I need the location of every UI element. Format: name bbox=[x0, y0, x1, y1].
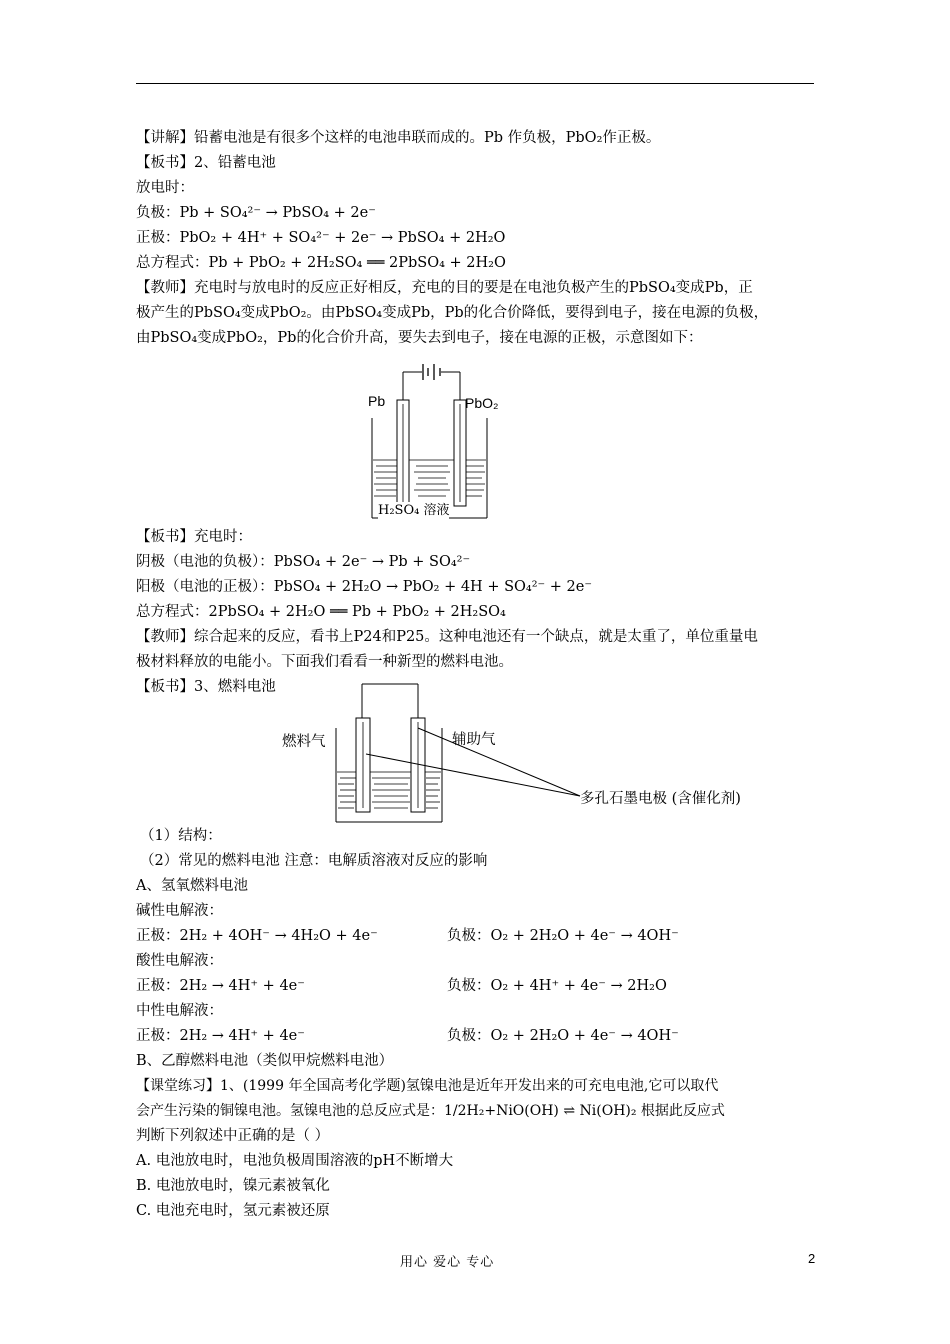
solution-label: H₂SO₄ 溶液 bbox=[378, 503, 450, 518]
text-line: （1）结构： bbox=[140, 828, 222, 844]
text-line: 负极：O₂ + 2H₂O + 4e⁻ → 4OH⁻ bbox=[447, 928, 679, 944]
text-line: 正极：2H₂ → 4H⁺ + 4e⁻ bbox=[136, 978, 305, 994]
text-line: A、氢氧燃料电池 bbox=[136, 878, 248, 894]
text-line: 【教师】综合起来的反应，看书上P24和P25。这种电池还有一个缺点，就是太重了，单位重量电 bbox=[136, 629, 758, 645]
text-line: 负极：O₂ + 2H₂O + 4e⁻ → 4OH⁻ bbox=[447, 1028, 679, 1044]
electrolyte-solution bbox=[373, 460, 486, 496]
text-line: 【板书】3、燃料电池 bbox=[136, 679, 276, 695]
text-line: 判断下列叙述中正确的是（ ） bbox=[136, 1128, 330, 1144]
text-line: 酸性电解液： bbox=[136, 953, 223, 969]
fuel-gas-label: 燃料气 bbox=[282, 734, 326, 750]
header-rule bbox=[136, 83, 814, 84]
text-line: B、乙醇燃料电池（类似甲烷燃料电池） bbox=[136, 1053, 394, 1069]
text-line: （2）常见的燃料电池 注意：电解质溶液对反应的影响 bbox=[140, 853, 488, 869]
text-line: 阴极（电池的负极）：PbSO₄ + 2e⁻ → Pb + SO₄²⁻ bbox=[136, 554, 471, 570]
text-line: 放电时： bbox=[136, 180, 194, 196]
fuel-cell-diagram bbox=[330, 680, 600, 830]
text-line: A. 电池放电时，电池负极周围溶液的pH不断增大 bbox=[136, 1153, 454, 1169]
text-line: 正极：2H₂ → 4H⁺ + 4e⁻ bbox=[136, 1028, 305, 1044]
aux-gas-label: 辅助气 bbox=[452, 732, 496, 748]
text-line: 【教师】充电时与放电时的反应正好相反，充电的目的要是在电池负极产生的PbSO₄变成Pb，正 bbox=[136, 280, 753, 296]
text-line: 【课堂练习】1、(1999 年全国高考化学题)氢镍电池是近年开发出来的可充电电池,它可以取代 bbox=[136, 1078, 719, 1094]
text-line: 中性电解液： bbox=[136, 1003, 223, 1019]
text-line: 正极：2H₂ + 4OH⁻ → 4H₂O + 4e⁻ bbox=[136, 928, 378, 944]
text-line: 阳极（电池的正极）：PbSO₄ + 2H₂O → PbO₂ + 4H + SO₄²⁻ + 2e⁻ bbox=[136, 579, 592, 595]
electrode-label: 多孔石墨电极 (含催化剂) bbox=[580, 791, 741, 807]
text-line: 极材料释放的电能小。下面我们看看一种新型的燃料电池。 bbox=[136, 654, 513, 670]
text-line: 碱性电解液： bbox=[136, 903, 223, 919]
text-line: C. 电池充电时，氢元素被还原 bbox=[136, 1203, 330, 1219]
text-line: 极产生的PbSO₄变成PbO₂。由PbSO₄变成Pb，Pb的化合价降低，要得到电子，接在电源的负极， bbox=[136, 305, 769, 321]
page-number: 2 bbox=[808, 1251, 816, 1266]
text-line: 【板书】充电时： bbox=[136, 529, 252, 545]
pbo2-label: PbO₂ bbox=[465, 395, 499, 411]
text-line: 负极：Pb + SO₄²⁻ → PbSO₄ + 2e⁻ bbox=[136, 205, 376, 221]
text-line: 由PbSO₄变成PbO₂，Pb的化合价升高，要失去到电子，接在电源的正极，示意图如下： bbox=[136, 330, 703, 346]
text-line: 总方程式：Pb + PbO₂ + 2H₂SO₄ ══ 2PbSO₄ + 2H₂O bbox=[136, 255, 506, 271]
text-line: 会产生污染的铜镍电池。氢镍电池的总反应式是：1/2H₂+NiO(OH) ⇌ Ni(OH)₂ 根据此反应式 bbox=[136, 1103, 725, 1119]
text-line: 总方程式：2PbSO₄ + 2H₂O ══ Pb + PbO₂ + 2H₂SO₄ bbox=[136, 604, 506, 620]
text-line: 【板书】2、铅蓄电池 bbox=[136, 155, 276, 171]
pb-label: Pb bbox=[368, 393, 386, 409]
text-line: B. 电池放电时，镍元素被氧化 bbox=[136, 1178, 330, 1194]
text-line: 负极：O₂ + 4H⁺ + 4e⁻ → 2H₂O bbox=[447, 978, 667, 994]
text-line: 【讲解】铅蓄电池是有很多个这样的电池串联而成的。Pb 作负极，PbO₂作正极。 bbox=[136, 130, 661, 146]
footer-motto: 用心 爱心 专心 bbox=[400, 1255, 495, 1270]
text-line: 正极：PbO₂ + 4H⁺ + SO₄²⁻ + 2e⁻ → PbSO₄ + 2H₂O bbox=[136, 230, 506, 246]
lead-acid-charging-diagram bbox=[360, 358, 500, 524]
